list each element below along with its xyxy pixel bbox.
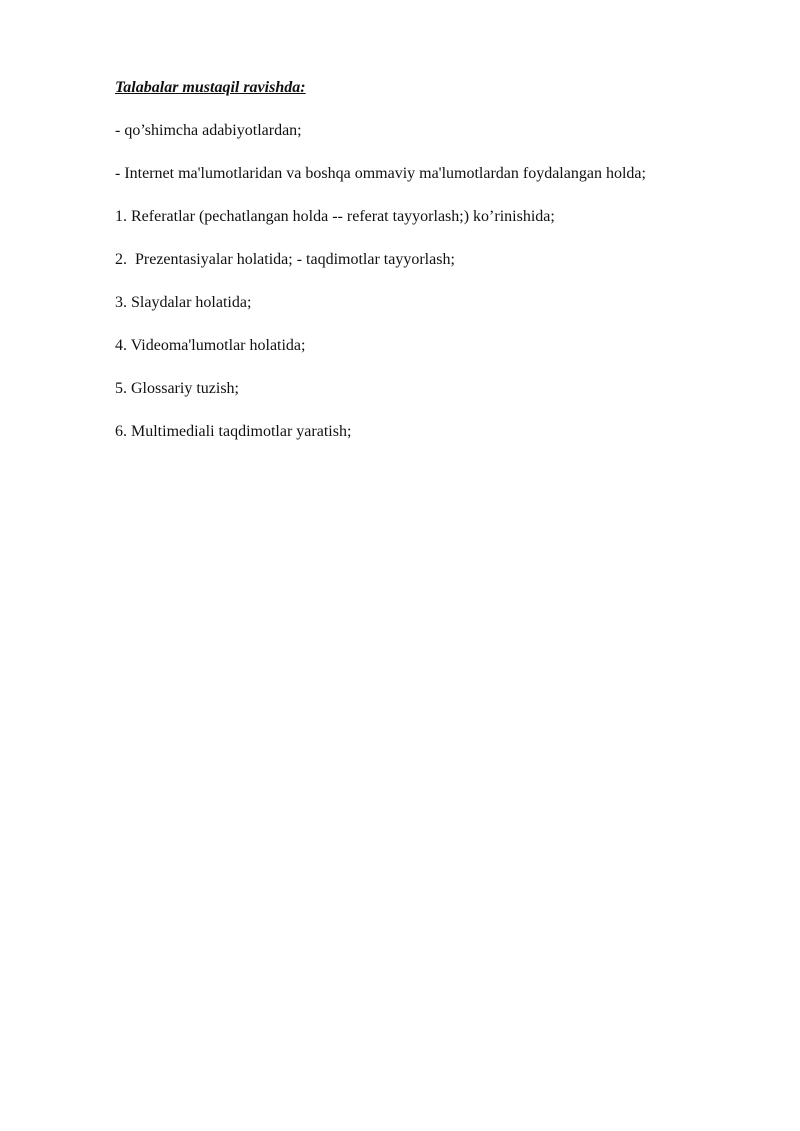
list-item: 4. Videoma'lumotlar holatida; [115,337,306,354]
document-body [115,77,775,464]
list-item: - qo’shimcha adabiyotlardan; [115,122,302,139]
list-item: 5. Glossariy tuzish; [115,380,239,397]
list-item: 3. Slaydalar holatida; [115,294,252,311]
list-item: 6. Multimediali taqdimotlar yaratish; [115,423,352,440]
list-item: - Internet ma'lumotlaridan va boshqa ommaviy ma'lumotlardan foydalangan holda; [115,165,646,182]
section-heading: Talabalar mustaqil ravishda: [115,79,306,96]
list-item: 2. Prezentasiyalar holatida; - taqdimotlar tayyorlash; [115,251,455,268]
list-item: 1. Referatlar (pechatlangan holda -- referat tayyorlash;) ko’rinishida; [115,208,555,225]
